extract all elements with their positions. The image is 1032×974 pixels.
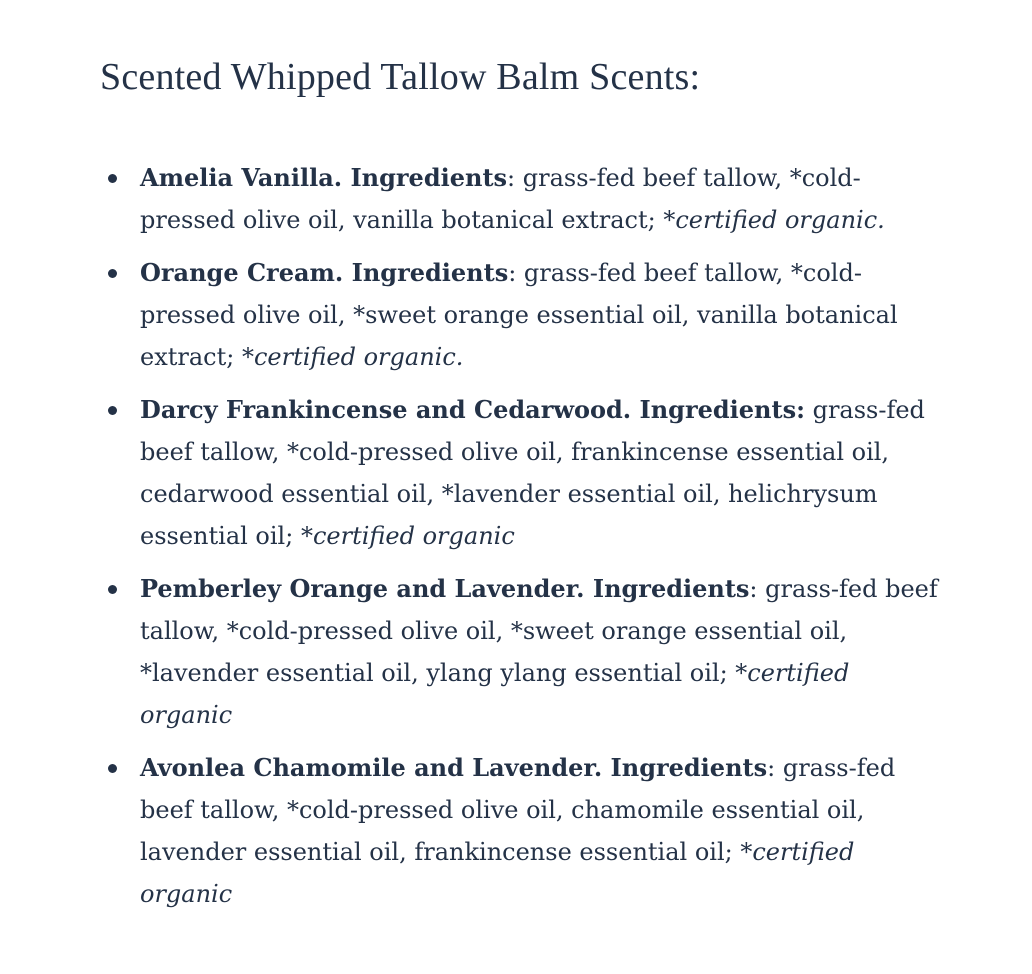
scent-ingredients: : grass-fed beef tallow, *cold-pressed olive oil, chamomile essential oil, lavender essential oil, frankincense essential oil; bbox=[140, 754, 896, 866]
bullet-icon bbox=[108, 585, 117, 594]
scent-item-darcy-frankincense-cedarwood bbox=[100, 389, 940, 557]
scent-item-avonlea-chamomile-lavender bbox=[100, 747, 940, 915]
scent-ingredients: : grass-fed beef tallow, *cold-pressed olive oil, *sweet orange essential oil, vanilla botanical extract; bbox=[140, 259, 898, 371]
bullet-icon bbox=[108, 174, 117, 183]
scent-list bbox=[100, 157, 960, 915]
scent-item-orange-cream bbox=[100, 252, 940, 378]
bullet-icon bbox=[108, 764, 117, 773]
organic-note: *certified organic bbox=[140, 838, 855, 908]
scent-ingredients: grass-fed beef tallow, *cold-pressed olive oil, frankincense essential oil, cedarwood essential oil, *lavender essential oil, helichrysum essential oil; bbox=[140, 396, 925, 550]
bullet-icon bbox=[108, 406, 117, 415]
scent-name: Amelia Vanilla. Ingredients bbox=[140, 163, 508, 192]
organic-note: *certified organic bbox=[300, 522, 515, 550]
scent-ingredients: : grass-fed beef tallow, *cold-pressed olive oil, *sweet orange essential oil, *lavender essential oil, ylang ylang essential oil; bbox=[140, 575, 938, 687]
organic-note: *certified organic. bbox=[663, 206, 885, 234]
scent-name: Orange Cream. Ingredients bbox=[140, 258, 509, 287]
scent-item-amelia-vanilla bbox=[100, 157, 940, 241]
scent-ingredients: : grass-fed beef tallow, *cold-pressed olive oil, vanilla botanical extract; bbox=[140, 164, 861, 234]
bullet-icon bbox=[108, 269, 117, 278]
section-heading: Scented Whipped Tallow Balm Scents: bbox=[100, 56, 701, 98]
scent-item-pemberley-orange-lavender bbox=[100, 568, 940, 736]
organic-note: *certified organic bbox=[140, 659, 850, 729]
scent-name: Avonlea Chamomile and Lavender. Ingredients bbox=[140, 753, 768, 782]
organic-note: *certified organic. bbox=[241, 343, 464, 371]
scent-name: Pemberley Orange and Lavender. Ingredients bbox=[140, 574, 750, 603]
article-content bbox=[100, 54, 960, 926]
scent-name: Darcy Frankincense and Cedarwood. Ingredients: bbox=[140, 395, 805, 424]
